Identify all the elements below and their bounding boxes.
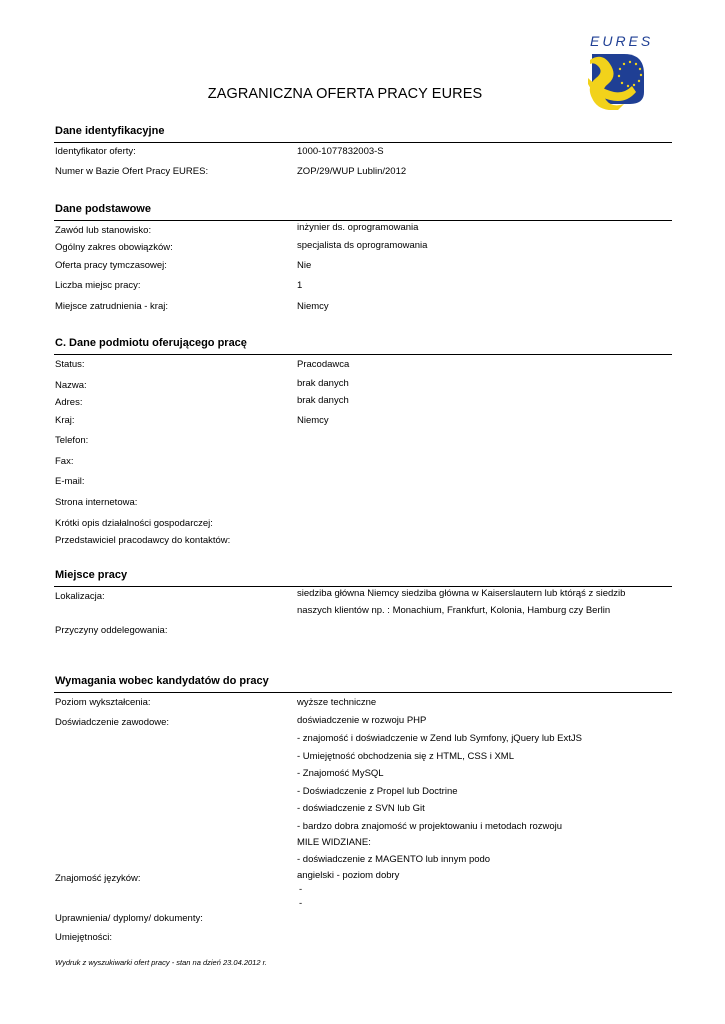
row-label: E-mail: — [55, 476, 85, 487]
row-label: Zawód lub stanowisko: — [55, 225, 152, 236]
language-line: - — [299, 884, 303, 895]
row-label: Krótki opis działalności gospodarczej: — [55, 518, 213, 529]
section-place-heading: Miejsce pracy — [55, 569, 128, 581]
row-label: Oferta pracy tymczasowej: — [55, 260, 167, 271]
experience-line: - doświadczenie z MAGENTO lub innym podo — [297, 854, 491, 865]
education-value: wyższe techniczne — [297, 697, 377, 708]
section-requirements-heading: Wymagania wobec kandydatów do pracy — [55, 675, 269, 687]
row-value: brak danych — [297, 378, 349, 389]
row-label: Liczba miejsc pracy: — [55, 280, 141, 291]
row-value: ZOP/29/WUP Lublin/2012 — [297, 166, 407, 177]
row-label: Przedstawiciel pracodawcy do kontaktów: — [55, 535, 231, 546]
experience-line: MILE WIDZIANE: — [297, 837, 371, 848]
divider — [54, 586, 672, 587]
location-line: siedziba główna Niemcy siedziba główna w Kaiserslautern lub którąś z siedzib — [297, 588, 626, 599]
row-value: 1 — [297, 280, 303, 291]
skills-label: Umiejętności: — [55, 932, 113, 943]
permissions-label: Uprawnienia/ dyplomy/ dokumenty: — [55, 913, 203, 924]
divider — [54, 692, 672, 693]
experience-line: - bardzo dobra znajomość w projektowaniu i metodach rozwoju — [297, 821, 563, 832]
section-employer-heading: C. Dane podmiotu oferującego pracę — [55, 337, 247, 349]
location-label: Lokalizacja: — [55, 591, 105, 602]
row-label: Nazwa: — [55, 380, 87, 391]
row-label: Kraj: — [55, 415, 75, 426]
row-label: Miejsce zatrudnienia - kraj: — [55, 301, 168, 312]
languages-label: Znajomość języków: — [55, 873, 141, 884]
row-value: Pracodawca — [297, 359, 350, 370]
footer-note: Wydruk z wyszukiwarki ofert pracy - stan na dzień 23.04.2012 r. — [55, 958, 267, 967]
page-title: ZAGRANICZNA OFERTA PRACY EURES — [207, 86, 483, 102]
row-label: Numer w Bazie Ofert Pracy EURES: — [55, 166, 209, 177]
experience-line: - znajomość i doświadczenie w Zend lub Symfony, jQuery lub ExtJS — [297, 733, 582, 744]
row-value: Niemcy — [297, 415, 329, 426]
experience-line: - Umiejętność obchodzenia się z HTML, CSS i XML — [297, 751, 514, 762]
language-line: angielski - poziom dobry — [297, 870, 400, 881]
row-label: Status: — [55, 359, 85, 370]
row-label: Identyfikator oferty: — [55, 146, 136, 157]
section-ident-heading: Dane identyfikacyjne — [55, 125, 165, 137]
experience-line: - Znajomość MySQL — [297, 768, 384, 779]
language-line: - — [299, 898, 303, 909]
logo-text: EURES — [590, 33, 654, 49]
experience-line: - doświadczenie z SVN lub Git — [297, 803, 425, 814]
divider — [54, 220, 672, 221]
divider — [54, 354, 672, 355]
row-value: Niemcy — [297, 301, 329, 312]
row-value: inżynier ds. oprogramowania — [297, 222, 419, 233]
education-label: Poziom wykształcenia: — [55, 697, 151, 708]
location-line: naszych klientów np. : Monachium, Frankfurt, Kolonia, Hamburg czy Berlin — [297, 605, 611, 616]
experience-line: doświadczenie w rozwoju PHP — [297, 715, 427, 726]
row-value: 1000-1077832003-S — [297, 146, 384, 157]
row-label: Telefon: — [55, 435, 89, 446]
experience-label: Doświadczenie zawodowe: — [55, 717, 170, 728]
experience-line: - Doświadczenie z Propel lub Doctrine — [297, 786, 458, 797]
divider — [54, 142, 672, 143]
row-value: brak danych — [297, 395, 349, 406]
row-value: specjalista ds oprogramowania — [297, 240, 428, 251]
row-label: Adres: — [55, 397, 83, 408]
row-label: Fax: — [55, 456, 74, 467]
section-basic-heading: Dane podstawowe — [55, 203, 151, 215]
row-label: Ogólny zakres obowiązków: — [55, 242, 173, 253]
delegation-label: Przyczyny oddelegowania: — [55, 625, 168, 636]
row-value: Nie — [297, 260, 312, 271]
row-label: Strona internetowa: — [55, 497, 138, 508]
